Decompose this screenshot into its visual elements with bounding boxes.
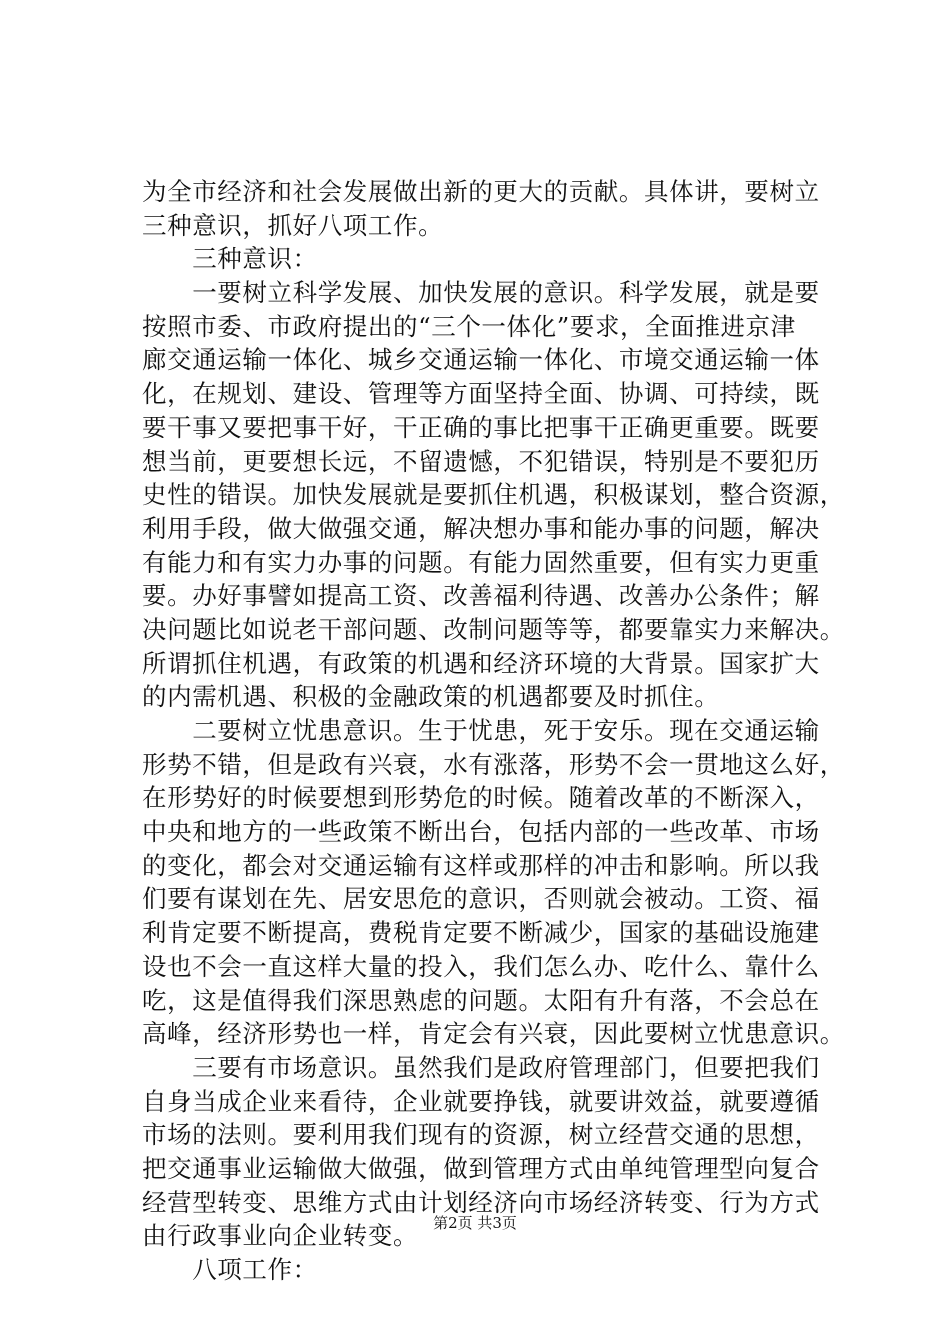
text-line: 三要有市场意识。虽然我们是政府管理部门，但要把我们 bbox=[142, 1052, 820, 1082]
text-line: 中央和地方的一些政策不断出台，包括内部的一些改革、市场 bbox=[142, 817, 820, 847]
text-line: 一要树立科学发展、加快发展的意识。科学发展，就是要 bbox=[142, 278, 820, 308]
text-line: 自身当成企业来看待，企业就要挣钱，就要讲效益，就要遵循 bbox=[142, 1086, 820, 1116]
section-heading: 三种意识： bbox=[142, 244, 318, 274]
text-line: 所谓抓住机遇，有政策的机遇和经济环境的大背景。国家扩大 bbox=[142, 648, 820, 678]
text-line: 们要有谋划在先、居安思危的意识，否则就会被动。工资、福 bbox=[142, 884, 820, 914]
text-line: 市场的法则。要利用我们现有的资源，树立经营交通的思想， bbox=[142, 1120, 820, 1150]
text-line: 把交通事业运输做大做强，做到管理方式由单纯管理型向复合 bbox=[142, 1153, 820, 1183]
text-line: 为全市经济和社会发展做出新的更大的贡献。具体讲，要树立 bbox=[142, 177, 820, 206]
text-line: 高峰，经济形势也一样，肯定会有兴衰，因此要树立忧患意识。 bbox=[142, 1019, 845, 1049]
text-line: 设也不会一直这样大量的投入，我们怎么办、吃什么、靠什么 bbox=[142, 951, 820, 981]
text-line: 有能力和有实力办事的问题。有能力固然重要，但有实力更重 bbox=[142, 547, 820, 577]
text-line: 史性的错误。加快发展就是要抓住机遇，积极谋划，整合资源， bbox=[142, 480, 845, 510]
text-line: 形势不错，但是政有兴衰，水有涨落，形势不会一贯地这么好， bbox=[142, 749, 845, 779]
text-line: 廊交通运输一体化、城乡交通运输一体化、市境交通运输一体 bbox=[142, 345, 820, 375]
text-line: 按照市委、市政府提出的“三个一体化”要求，全面推进京津 bbox=[142, 311, 796, 341]
text-line: 要。办好事譬如提高工资、改善福利待遇、改善办公条件；解 bbox=[142, 581, 820, 611]
text-line: 吃，这是值得我们深思熟虑的问题。太阳有升有落，不会总在 bbox=[142, 985, 820, 1015]
text-line: 在形势好的时候要想到形势危的时候。随着改革的不断深入， bbox=[142, 783, 820, 813]
text-line: 决问题比如说老干部问题、改制问题等等，都要靠实力来解决。 bbox=[142, 614, 845, 644]
text-line: 想当前，更要想长远，不留遗憾，不犯错误，特别是不要犯历 bbox=[142, 446, 820, 476]
body-text bbox=[142, 175, 845, 1287]
text-line: 三种意识，抓好八项工作。 bbox=[142, 210, 444, 240]
text-line: 由行政事业向企业转变。 bbox=[142, 1221, 419, 1251]
text-line: 的内需机遇、积极的金融政策的机遇都要及时抓住。 bbox=[142, 682, 720, 712]
text-line: 要干事又要把事干好，干正确的事比把事干正确更重要。既要 bbox=[142, 412, 820, 442]
text-line: 利用手段，做大做强交通，解决想办事和能办事的问题，解决 bbox=[142, 513, 820, 543]
section-heading: 八项工作： bbox=[142, 1255, 318, 1284]
text-line: 的变化，都会对交通运输有这样或那样的冲击和影响。所以我 bbox=[142, 850, 820, 880]
text-line: 经营型转变、思维方式由计划经济向市场经济转变、行为方式 bbox=[142, 1187, 820, 1217]
page-number-footer: 第2页 共3页 bbox=[433, 1214, 517, 1232]
text-line: 二要树立忧患意识。生于忧患，死于安乐。现在交通运输 bbox=[142, 716, 820, 745]
text-line: 利肯定要不断提高，费税肯定要不断减少，国家的基础设施建 bbox=[142, 918, 820, 948]
text-line: 化，在规划、建设、管理等方面坚持全面、协调、可持续，既 bbox=[142, 379, 820, 409]
